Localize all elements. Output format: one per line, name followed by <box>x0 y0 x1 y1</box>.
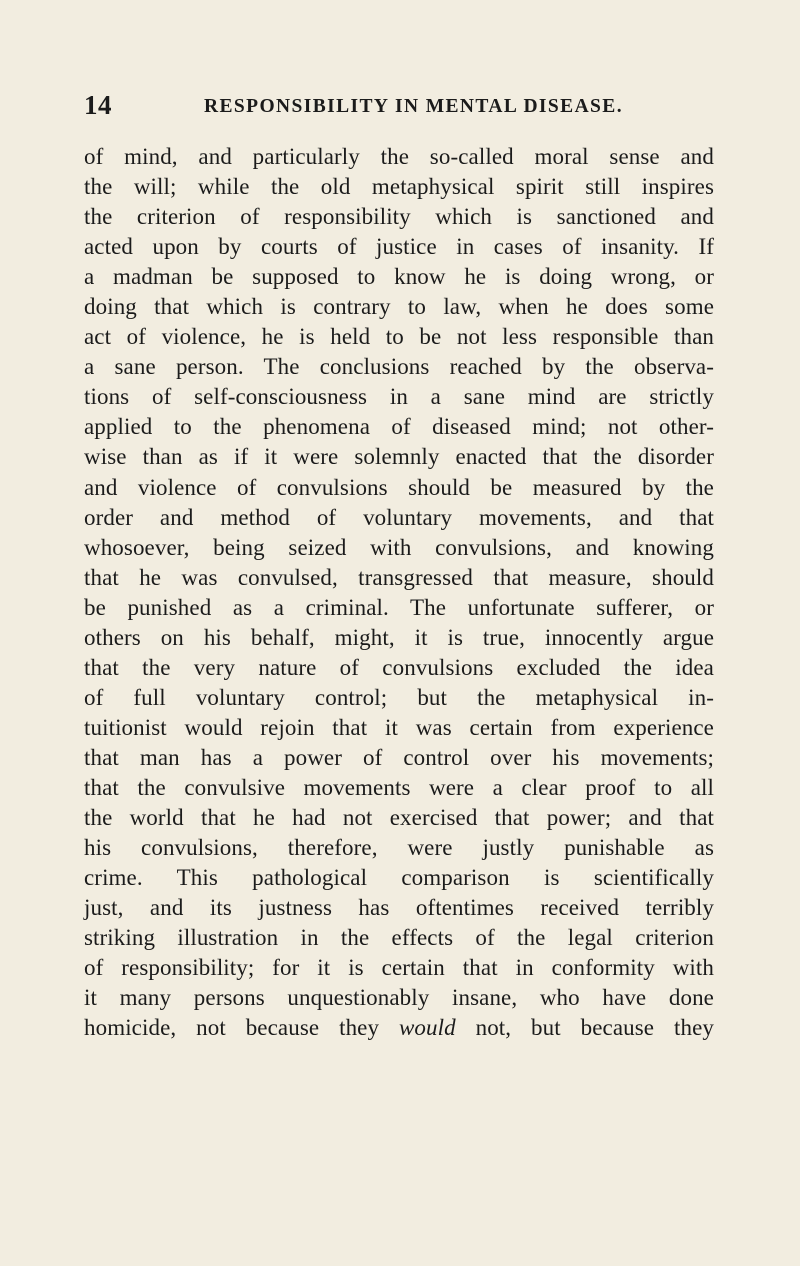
text-line: tuitionist would rejoin that it was certain from experience <box>84 714 714 740</box>
text-line: wise than as if it were solemnly enacted that the disorder <box>84 444 714 470</box>
text-line: doing that which is contrary to law, when he does some <box>84 294 714 320</box>
text-line: striking illustration in the effects of the legal criterion <box>84 925 714 951</box>
text-line: of responsibility; for it is certain that in conformity with <box>84 955 714 981</box>
text-line: of mind, and particularly the so-called moral sense and <box>84 144 714 169</box>
text-line: act of violence, he is held to be not less responsible than <box>84 324 714 350</box>
text-line: order and method of voluntary movements, and that <box>84 504 714 530</box>
text-line-last <box>84 1013 714 1043</box>
body-text <box>84 142 714 1043</box>
text-span: not, but because they <box>455 1015 714 1041</box>
text-line: his convulsions, therefore, were justly punishable as <box>84 835 714 861</box>
text-line: whosoever, being seized with convulsions, and knowing <box>84 534 714 560</box>
text-line: just, and its justness has oftentimes received terribly <box>84 895 714 921</box>
text-line: that man has a power of control over his movements; <box>84 744 714 770</box>
text-line: the will; while the old metaphysical spirit still inspires <box>84 174 714 200</box>
text-line: of full voluntary control; but the metaphysical in- <box>84 684 714 710</box>
text-line: be punished as a criminal. The unfortunate sufferer, or <box>84 594 714 620</box>
text-line: the criterion of responsibility which is sanctioned and <box>84 204 714 230</box>
italic-emphasis: would <box>398 1015 456 1041</box>
text-line: a madman be supposed to know he is doing wrong, or <box>84 264 714 290</box>
page-number: 14 <box>84 90 112 120</box>
text-line: crime. This pathological comparison is scientifically <box>84 865 714 891</box>
text-line: and violence of convulsions should be measured by the <box>84 474 714 500</box>
text-line: tions of self-consciousness in a sane mind are strictly <box>84 384 714 410</box>
text-line: that the convulsive movements were a clear proof to all <box>84 774 714 800</box>
text-line: a sane person. The conclusions reached by the observa- <box>84 354 714 380</box>
page-header <box>84 90 704 124</box>
text-line: it many persons unquestionably insane, who have done <box>84 985 714 1011</box>
text-line: others on his behalf, might, it is true, innocently argue <box>84 624 714 650</box>
text-line: the world that he had not exercised that power; and that <box>84 805 714 831</box>
text-line: acted upon by courts of justice in cases of insanity. If <box>84 234 714 260</box>
text-line: that he was convulsed, transgressed that measure, should <box>84 564 714 590</box>
text-span: homicide, not because they <box>84 1015 399 1041</box>
running-head: RESPONSIBILITY IN MENTAL DISEASE. <box>204 96 623 117</box>
text-line: that the very nature of convulsions excluded the idea <box>84 654 714 680</box>
text-line: applied to the phenomena of diseased mind; not other- <box>84 414 714 440</box>
